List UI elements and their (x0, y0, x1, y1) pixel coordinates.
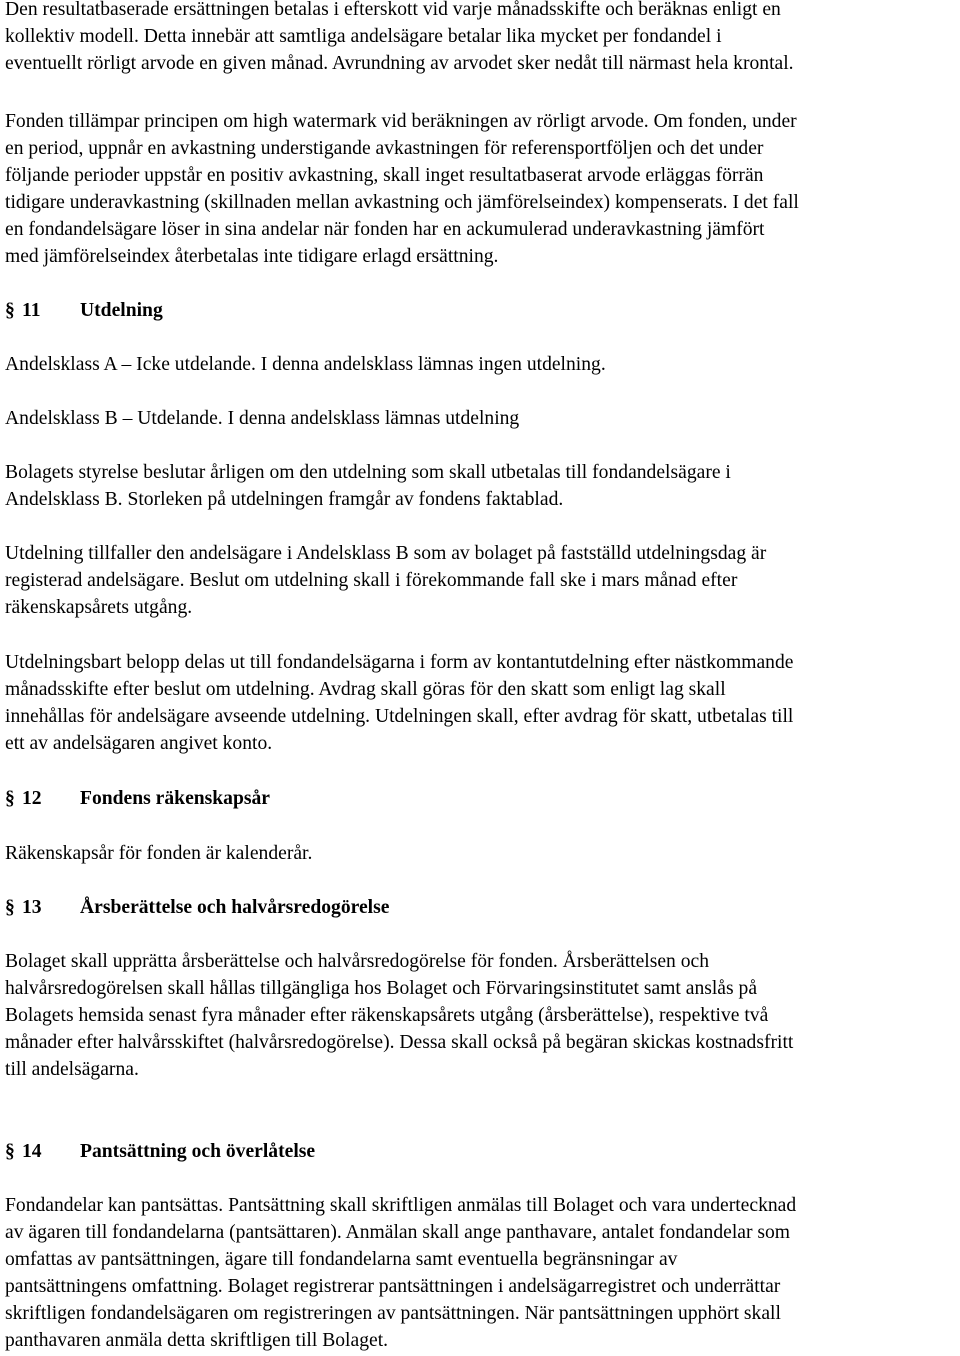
section-heading (5, 297, 163, 324)
paragraph-line: panthavaren anmäla detta skriftligen till Bolaget. (5, 1330, 389, 1351)
paragraph-line: med jämförelseindex återbetalas inte tidigare erlagd ersättning. (5, 246, 499, 267)
section-number-value: 14 (22, 1141, 42, 1162)
section-number-value: 12 (22, 788, 42, 809)
paragraph-line: Den resultatbaserade ersättningen betalas i efterskott vid varje månadsskifte och beräknas enligt en (5, 0, 781, 20)
paragraph-line: Fondandelar kan pantsättas. Pantsättning skall skriftligen anmälas till Bolaget och vara undertecknad (5, 1195, 797, 1216)
paragraph (5, 1192, 796, 1354)
paragraph-line: Bolagets styrelse beslutar årligen om den utdelning som skall utbetalas till fondandelsägare i (5, 462, 731, 483)
paragraph-line: en fondandelsägare löser in sina andelar när fonden har en ackumulerad underavkastning jämfört (5, 219, 765, 240)
section-number (5, 297, 80, 324)
section-title: Årsberättelse och halvårsredogörelse (80, 897, 390, 918)
section-title: Utdelning (80, 300, 163, 321)
paragraph-line: Bolaget skall upprätta årsberättelse och halvårsredogörelse för fonden. Årsberättelsen och (5, 951, 710, 972)
section-sign: § (5, 897, 15, 918)
paragraph (5, 948, 793, 1083)
paragraph-line: Räkenskapsår för fonden är kalenderår. (5, 843, 313, 864)
section-number-value: 11 (22, 300, 41, 321)
paragraph-line: Fonden tillämpar principen om high watermark vid beräkningen av rörligt arvode. Om fonden, under (5, 111, 797, 132)
section-heading (5, 785, 270, 812)
paragraph-line: Andelsklass B – Utdelande. I denna andelsklass lämnas utdelning (5, 408, 520, 429)
paragraph-line: pantsättningens omfattning. Bolaget registrerar pantsättningen i andelsägarregistret och underrättar (5, 1276, 781, 1297)
paragraph-line: omfattas av pantsättningen, ägare till fondandelarna samt eventuella begränsningar av (5, 1249, 678, 1270)
paragraph-line: Utdelning tillfaller den andelsägare i Andelsklass B som av bolaget på fastställd utdelningsdag är (5, 543, 767, 564)
section-sign: § (5, 788, 15, 809)
section-title: Pantsättning och överlåtelse (80, 1141, 316, 1162)
paragraph (5, 108, 799, 270)
section-heading (5, 894, 389, 921)
paragraph (5, 540, 766, 621)
paragraph (5, 459, 731, 513)
paragraph-line: månadsskifte efter beslut om utdelning. Avdrag skall göras för den skatt som enligt lag skall (5, 679, 726, 700)
paragraph-line: registerad andelsägare. Beslut om utdelning skall i förekommande fall ske i mars månad efter (5, 570, 738, 591)
paragraph-line: följande perioder uppstår en positiv avkastning, skall inget resultatbaserat arvode erläggas förrän (5, 165, 764, 186)
paragraph-line: kollektiv modell. Detta innebär att samtliga andelsägare betalar lika mycket per fondandel i (5, 26, 722, 47)
paragraph-line: innehållas för andelsägare avseende utdelning. Utdelningen skall, efter avdrag för skatt, utbetalas till (5, 706, 794, 727)
section-number (5, 1138, 80, 1165)
paragraph-line: av ägaren till fondandelarna (pantsättaren). Anmälan skall ange panthavare, antalet fondandelar som (5, 1222, 791, 1243)
paragraph-line: ett av andelsägaren angivet konto. (5, 733, 273, 754)
paragraph (5, 405, 519, 432)
section-number (5, 894, 80, 921)
section-sign: § (5, 300, 15, 321)
paragraph-line: till andelsägarna. (5, 1059, 139, 1080)
paragraph-line: Andelsklass B. Storleken på utdelningen framgår av fondens faktablad. (5, 489, 564, 510)
section-title: Fondens räkenskapsår (80, 788, 270, 809)
paragraph-line: en period, uppnår en avkastning understigande avkastningen för referensportföljen och det under (5, 138, 764, 159)
section-sign: § (5, 1141, 15, 1162)
section-number-value: 13 (22, 897, 42, 918)
paragraph (5, 0, 794, 77)
section-heading (5, 1138, 315, 1165)
paragraph-line: månader efter halvårsskiftet (halvårsredogörelse). Dessa skall också på begäran skickas kostnadsfritt (5, 1032, 794, 1053)
paragraph (5, 840, 312, 867)
paragraph-line: Utdelningsbart belopp delas ut till fondandelsägarna i form av kontantutdelning efter nästkommande (5, 652, 794, 673)
paragraph-line: halvårsredogörelsen skall hållas tillgängliga hos Bolaget och Förvaringsinstitutet samt anslås på (5, 978, 758, 999)
paragraph-line: Bolagets hemsida senast fyra månader efter räkenskapsårets utgång (årsberättelse), respektive två (5, 1005, 769, 1026)
paragraph-line: eventuellt rörligt arvode en given månad. Avrundning av arvodet sker nedåt till närmast hela krontal. (5, 53, 794, 74)
paragraph-line: skriftligen fondandelsägaren om registreringen av pantsättningen. När pantsättningen upphört skall (5, 1303, 781, 1324)
paragraph-line: Andelsklass A – Icke utdelande. I denna andelsklass lämnas ingen utdelning. (5, 354, 606, 375)
paragraph (5, 649, 793, 757)
paragraph-line: tidigare underavkastning (skillnaden mellan avkastning och jämförelseindex) kompenserats. I det fall (5, 192, 799, 213)
paragraph-line: räkenskapsårets utgång. (5, 597, 193, 618)
paragraph (5, 351, 606, 378)
section-number (5, 785, 80, 812)
